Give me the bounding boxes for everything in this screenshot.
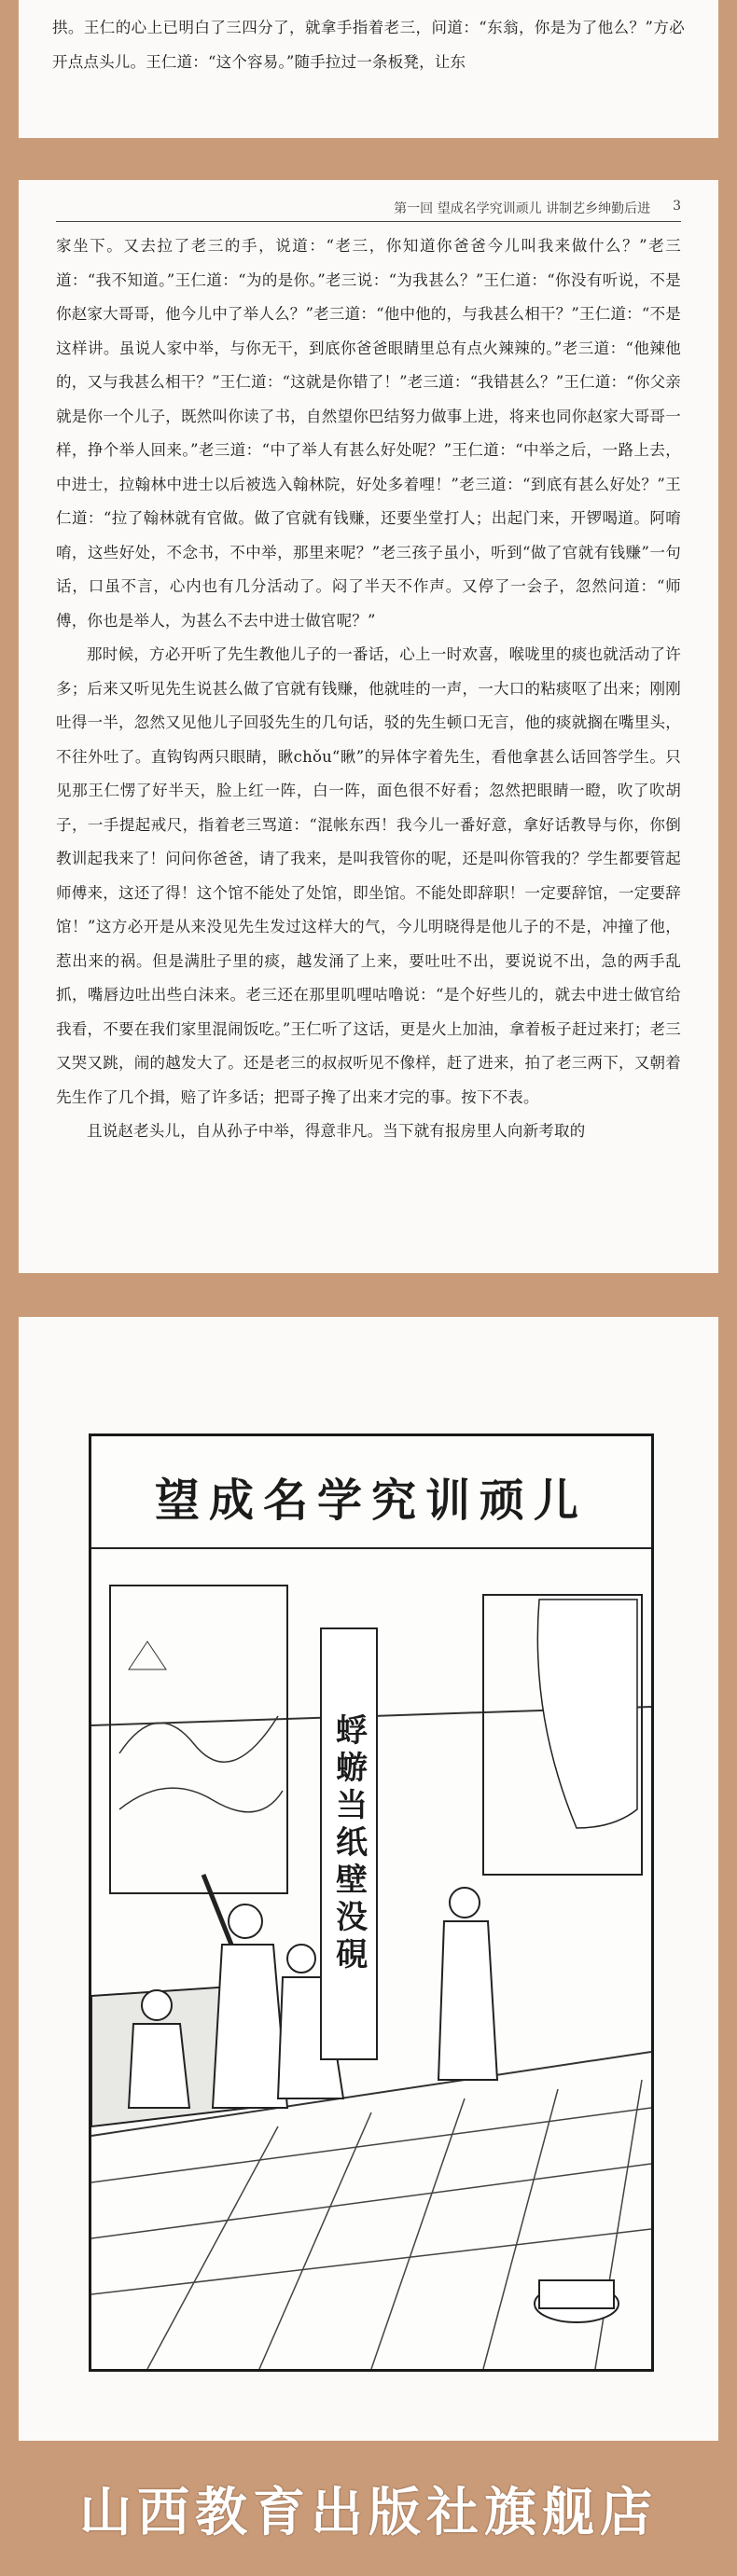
running-head xyxy=(56,199,681,222)
paragraph-1: 家坐下。又去拉了老三的手，说道：“老三，你知道你爸爸今儿叫我来做什么？”老三道：“我不知道。”王仁道：“为的是你。”老三说：“为我甚么？”王仁道：“你没有听说，不是你赵家大哥哥，他今儿中了举人么？”老三道：“他中他的，与我甚么相干？”王仁道：“不是这样讲。虽说人家中举，与你无干，到底你爸爸眼睛里总有点火辣辣的。”老三道：“他辣他的，又与我甚么相干？”王仁道：“这就是你错了！”老三道：“我错甚么？”王仁道：“你父亲就是你一个儿子，既然叫你读了书，自然望你巴结努力做事上进，将来也同你赵家大哥哥一样，挣个举人回来。”老三道：“中了举人有甚么好处呢？”王仁道：“中举之后，一路上去，中进士，拉翰林中进士以后被选入翰林院，好处多着哩！”老三道：“到底有甚么好处？”王仁道：“拉了翰林就有官做。做了官就有钱赚，还要坐堂打人；出起门来，开锣喝道。阿唷唷，这些好处，不念书，不中举，那里来呢？”老三孩子虽小，听到“做了官就有钱赚”一句话，口虽不言，心内也有几分活动了。闷了半天不作声。又停了一会子，忽然问道：“师傅，你也是举人，为甚么不去中进士做官呢？” xyxy=(56,237,681,630)
paragraph-3: 且说赵老头儿，自从孙子中举，得意非凡。当下就有报房里人向新考取的 xyxy=(87,1122,586,1140)
page-number: 3 xyxy=(673,199,681,214)
store-brand-footer xyxy=(0,2462,737,2555)
hanging-scroll: 蜉蝣当纸壁没硯 xyxy=(320,1627,378,2060)
previous-page-fragment xyxy=(19,0,718,138)
store-brand-name: 山西教育出版社旗舰店 xyxy=(79,2483,658,2543)
illustration-page xyxy=(19,1317,718,2441)
woodblock-illustration xyxy=(89,1433,654,2372)
previous-page-text: 拱。王仁的心上已明白了三四分了，就拿手指着老三，问道：“东翁，你是为了他么？”方必开点点头儿。王仁道：“这个容易。”随手拉过一条板凳，让东 xyxy=(52,19,685,71)
page-body xyxy=(56,229,681,1149)
book-page-3 xyxy=(19,180,718,1273)
chapter-title: 第一回 望成名学究训顽儿 讲制艺乡绅勤后进 xyxy=(394,201,651,216)
illustration-title: 望成名学究训顽儿 xyxy=(154,1475,588,1527)
paragraph-2: 那时候，方必开听了先生教他儿子的一番话，心上一时欢喜，喉咙里的痰也就活动了许多；后来又听见先生说甚么做了官就有钱赚，他就哇的一声，一大口的粘痰呕了出来；刚刚吐得一半，忽然又见他儿子回驳先生的几句话，驳的先生顿口无言，他的痰就搁在嘴里头，不往外吐了。直钩钩两只眼睛，瞅chǒu“瞅”的异体字着先生，看他拿甚么话回答学生。只见那王仁愣了好半天，脸上红一阵，白一阵，面色很不好看；忽然把眼睛一瞪，吹了吹胡子，一手提起戒尺，指着老三骂道：“混帐东西！我今儿一番好意，拿好话教导与你，你倒教训起我来了！问问你爸爸，请了我来，是叫我管你的呢，还是叫你管我的？学生都要管起师傅来，这还了得！这个馆不能处了处馆，即坐馆。不能处即辞职！一定要辞馆，一定要辞馆！”这方必开是从来没见先生发过这样大的气，今儿明晓得是他儿子的不是，冲撞了他，惹出来的祸。但是满肚子里的痰，越发涌了上来，要吐吐不出，要说说不出，急的两手乱抓，嘴唇边吐出些白沫来。老三还在那里叽哩咕噜说：“是个好些儿的，就去中进士做官给我看，不要在我们家里混闹饭吃。”王仁听了这话，更是火上加油，拿着板子赶过来打；老三又哭又跳，闹的越发大了。还是老三的叔叔听见不像样，赶了进来，拍了老三两下，又朝着先生作了几个揖，赔了许多话；把哥子搀了出来才完的事。按下不表。 xyxy=(56,645,681,1106)
